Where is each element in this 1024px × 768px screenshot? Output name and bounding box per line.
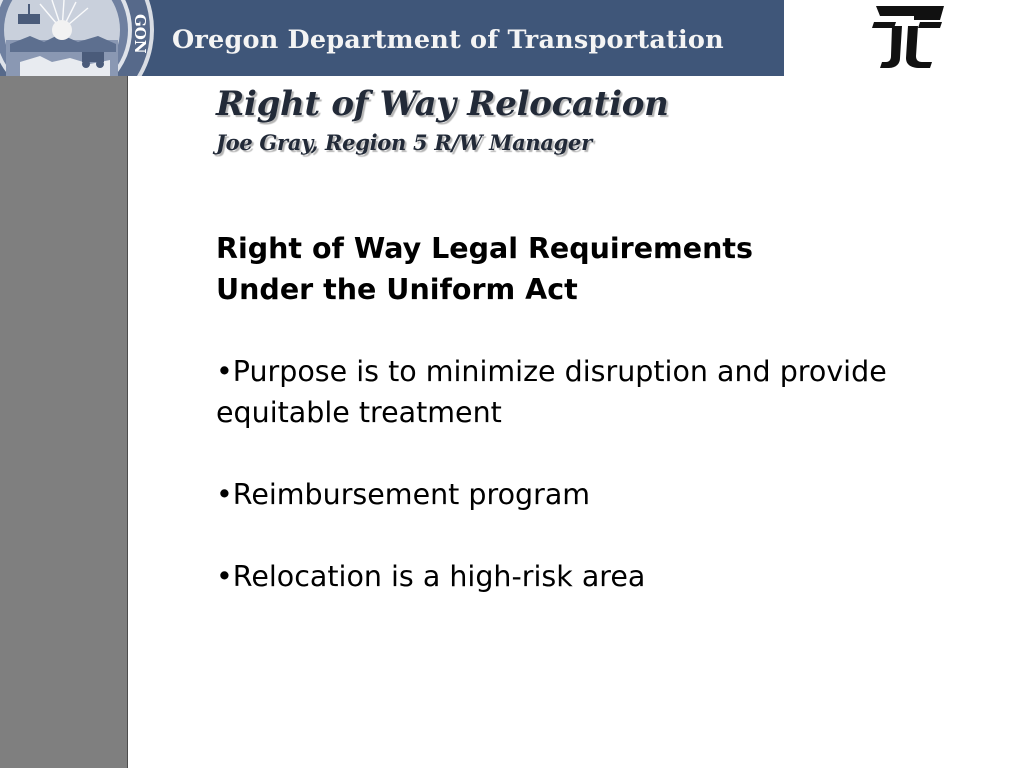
slide-content xyxy=(216,228,916,597)
agency-name: Oregon Department of Transportation xyxy=(172,25,724,55)
section-heading-line-2: Under the Uniform Act xyxy=(216,273,578,306)
odot-logo-icon xyxy=(870,4,946,72)
section-heading xyxy=(216,228,916,310)
slide-subtitle: Joe Gray, Region 5 R/W Manager xyxy=(216,130,592,155)
bullet-item: •Relocation is a high-risk area xyxy=(216,560,646,593)
left-sidebar xyxy=(0,76,128,768)
header-banner xyxy=(0,0,784,76)
seal-text: GON xyxy=(131,14,149,54)
oregon-seal-icon xyxy=(0,0,160,76)
bullet-item: •Reimbursement program xyxy=(216,478,591,511)
slide-title: Right of Way Relocation xyxy=(216,84,669,124)
bullet-item: •Purpose is to minimize disruption and provide equitable treatment xyxy=(216,355,887,429)
section-heading-line-1: Right of Way Legal Requirements xyxy=(216,232,753,265)
